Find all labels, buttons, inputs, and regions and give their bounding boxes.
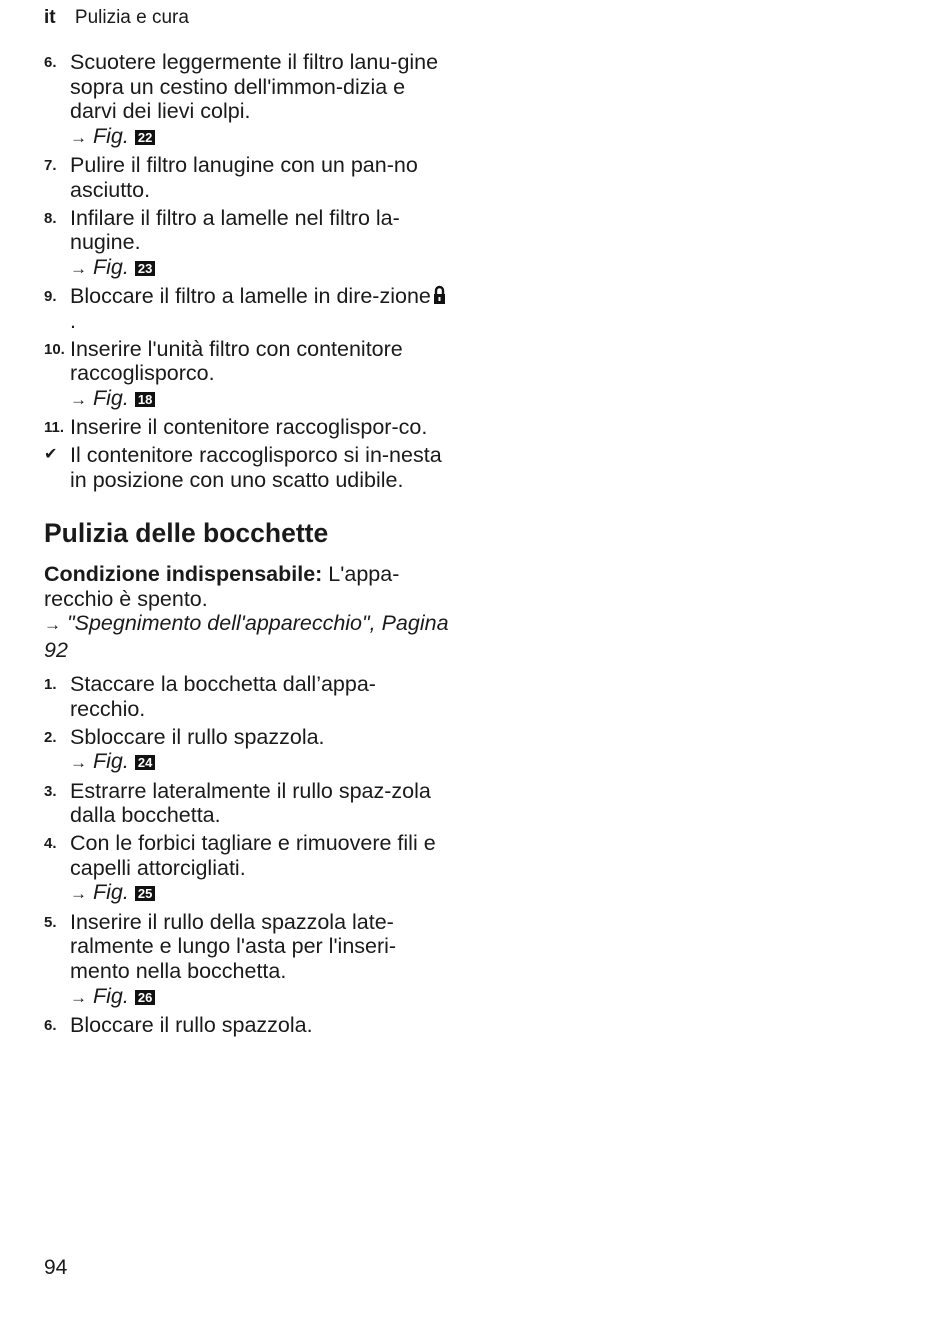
steps-top: [44, 50, 449, 440]
list-item: [44, 337, 449, 413]
figure-number-badge: 18: [135, 392, 155, 407]
fig-label: Fig.: [93, 749, 129, 774]
step-text: Pulire il filtro lanugine con un pan-no asciutto.: [70, 153, 418, 202]
figure-reference[interactable]: [70, 984, 155, 1008]
step-text: Sbloccare il rullo spazzola.: [70, 724, 325, 749]
step-number: 9.: [44, 288, 57, 306]
step-number: 11.: [44, 419, 65, 437]
list-item: [44, 910, 449, 1010]
fig-label: Fig.: [93, 880, 129, 905]
step-number: 10.: [44, 340, 65, 358]
step-text: Inserire l'unità filtro con contenitore raccoglisporco.: [70, 336, 403, 386]
arrow-icon: →: [70, 987, 87, 1007]
step-text: Inserire il rullo della spazzola late-ralmente e lungo l'asta per l'inseri-mento nella bocchetta.: [70, 909, 397, 983]
fig-label: Fig.: [93, 385, 129, 410]
section-title: Pulizia delle bocchette: [44, 518, 329, 549]
arrow-icon: →: [70, 389, 87, 409]
page-header: [44, 6, 189, 30]
arrow-icon: →: [70, 258, 87, 278]
lock-icon: [433, 285, 446, 305]
step-number: 6.: [44, 1017, 57, 1035]
list-item: [44, 415, 449, 440]
step-text: Infilare il filtro a lamelle nel filtro la-nugine.: [70, 205, 400, 255]
list-item: [44, 672, 449, 721]
figure-reference[interactable]: [70, 749, 155, 773]
fig-label: Fig.: [93, 983, 129, 1008]
arrow-icon: →: [70, 884, 87, 904]
fig-label: Fig.: [93, 123, 129, 148]
step-number: 5.: [44, 913, 57, 931]
step-text: Scuotere leggermente il filtro lanu-gine sopra un cestino dell'immon-dizia e darvi dei lievi colpi.: [70, 50, 439, 124]
result-text: Il contenitore raccoglisporco si in-nesta in posizione con uno scatto udibile.: [70, 442, 442, 492]
steps-bottom: [44, 672, 449, 1037]
section-name: Pulizia e cura: [74, 7, 189, 28]
step-text: Inserire il contenitore raccoglispor-co.: [70, 415, 428, 440]
reference-text: "Spegnimento dell'apparecchio", Pagina 92: [44, 611, 449, 662]
step-number: 3.: [44, 782, 57, 800]
figure-number-badge: 24: [135, 755, 155, 770]
list-item: [44, 153, 449, 202]
language-code: it: [44, 7, 56, 28]
figure-number-badge: 25: [135, 886, 155, 901]
list-item: [44, 831, 449, 907]
figure-number-badge: 22: [135, 130, 155, 145]
step-text: Staccare la bocchetta dall’appa-recchio.: [70, 672, 376, 722]
step-text: Con le forbici tagliare e rimuovere fili e capelli attorcigliati.: [70, 831, 436, 880]
step-number: 7.: [44, 157, 57, 175]
page-number: 94: [44, 1256, 68, 1279]
list-item: [44, 725, 449, 776]
precondition-label: Condizione indispensabile:: [44, 562, 323, 587]
step-number: 4.: [44, 835, 57, 853]
check-icon: ✔: [44, 445, 58, 463]
step-number: 1.: [44, 676, 57, 694]
result-item: [44, 443, 449, 492]
fig-label: Fig.: [93, 254, 129, 279]
arrow-icon: →: [70, 127, 87, 147]
precondition: [44, 562, 449, 662]
figure-number-badge: 23: [135, 261, 155, 276]
list-item: [44, 50, 449, 150]
figure-reference[interactable]: [70, 124, 155, 148]
step-text: Bloccare il filtro a lamelle in dire-zione: [70, 284, 431, 309]
figure-reference[interactable]: [70, 255, 155, 279]
step-text: Estrarre lateralmente il rullo spaz-zola dalla bocchetta.: [70, 778, 431, 828]
list-item: [44, 779, 449, 828]
list-item: [44, 206, 449, 282]
figure-reference[interactable]: [70, 386, 155, 410]
list-item: [44, 1013, 449, 1038]
arrow-icon: →: [70, 753, 87, 773]
figure-reference[interactable]: [70, 880, 155, 904]
step-number: 2.: [44, 728, 57, 746]
precondition-reference[interactable]: [44, 611, 449, 662]
step-number: 8.: [44, 209, 57, 227]
figure-number-badge: 26: [135, 990, 155, 1005]
step-number: 6.: [44, 54, 57, 71]
list-item: 9. Bloccare il filtro a lamelle in dire-zione.: [44, 284, 449, 333]
content-column: [44, 50, 449, 1041]
precondition-text: L'appa-recchio è spento.: [44, 562, 400, 611]
arrow-icon: →: [44, 615, 61, 635]
step-text: Bloccare il rullo spazzola.: [70, 1013, 313, 1038]
